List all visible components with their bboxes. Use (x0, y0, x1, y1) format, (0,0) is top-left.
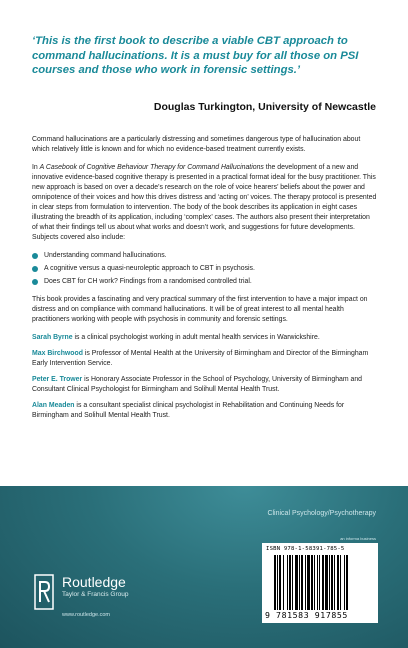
description-rest: the development of a new and innovative evidence-based cognitive therapy is presented in a practical format ideal for the busy practitioner. This new approach is based on over a decade’s research on the role of voice hearers’ beliefs about the power and omnipotence of their voices and how this drives distress and ‘acting on’ voices. The therapy protocol is presented in clear steps from formulation to intervention. The body of the book describes its application in eight cases illustrating the breadth of its application, including ‘complex’ cases. The authors also present their interpretation of what their findings tell us about what works and doesn’t work, and suggestions for future developments. Subjects covered also include: (32, 164, 377, 241)
author-name: Sarah Byrne (32, 334, 73, 341)
publisher-website[interactable]: www.routledge.com (62, 612, 110, 618)
summary-paragraph: This book provides a fascinating and very practical summary of the first intervention to have a major impact on distress and on compliance with command hallucinations. It will be of great interest to all mental health practitioners working with people with psychosis in community and forensic settings. (32, 296, 368, 323)
bullet-icon (32, 266, 38, 272)
blurb (32, 135, 377, 427)
publisher-group: Taylor & Francis Group (62, 591, 129, 598)
isbn-barcode (262, 543, 378, 623)
endorsement-quote: ‘This is the first book to describe a viable CBT approach to command hallucinations. It is a must buy for all those on PSI courses and those who work in forensic settings.’ (32, 35, 359, 76)
ean-digits: 9 781583 917855 (265, 610, 348, 620)
description-paragraph (32, 163, 377, 243)
list-item: A cognitive versus a quasi-neuroleptic approach to CBT in psychosis. (32, 264, 377, 274)
subject-category: Clinical Psychology/Psychotherapy (267, 510, 376, 517)
publisher-name: Routledge (62, 574, 126, 590)
author-bio: Alan Meaden is a consultant specialist clinical psychologist in Rehabilitation and Continuing Needs for Birmingham and Solihull Mental Health Trust. (32, 402, 345, 419)
barcode-bars (274, 555, 372, 610)
author-name: Peter E. Trower (32, 376, 83, 383)
author-bio: Peter E. Trower is Honorary Associate Professor in the School of Psychology, University of Birmingham and Consultant Clinical Psychologist for Birmingham and Solihull Mental Health Trust. (32, 376, 363, 393)
subjects-list (32, 251, 377, 287)
bullet-icon (32, 253, 38, 259)
author-bio: Max Birchwood is Professor of Mental Health at the University of Birmingham and Director of the Birmingham Early Intervention Service. (32, 350, 369, 367)
intro-paragraph: Command hallucinations are a particularly distressing and sometimes dangerous type of hallucination about which relatively little is known and for which no evidence-based treatment currently exists. (32, 136, 361, 153)
description-lead: In (32, 164, 40, 171)
bullet-icon (32, 279, 38, 285)
isbn-number: ISBN 978-1-58391-785-5 (266, 546, 345, 552)
list-item: Understanding command hallucinations. (32, 251, 377, 261)
author-name: Alan Meaden (32, 402, 75, 409)
quote-attribution: Douglas Turkington, University of Newcastle (153, 101, 376, 113)
book-title: A Casebook of Cognitive Behaviour Therapy for Command Hallucinations (39, 164, 264, 171)
author-bio: Sarah Byrne is a clinical psychologist working in adult mental health services in Warwickshire. (32, 334, 320, 341)
informa-tagline: an informa business (340, 536, 376, 541)
list-item: Does CBT for CH work? Findings from a randomised controlled trial. (32, 277, 377, 287)
routledge-logo-icon (34, 574, 54, 610)
author-name: Max Birchwood (32, 350, 83, 357)
